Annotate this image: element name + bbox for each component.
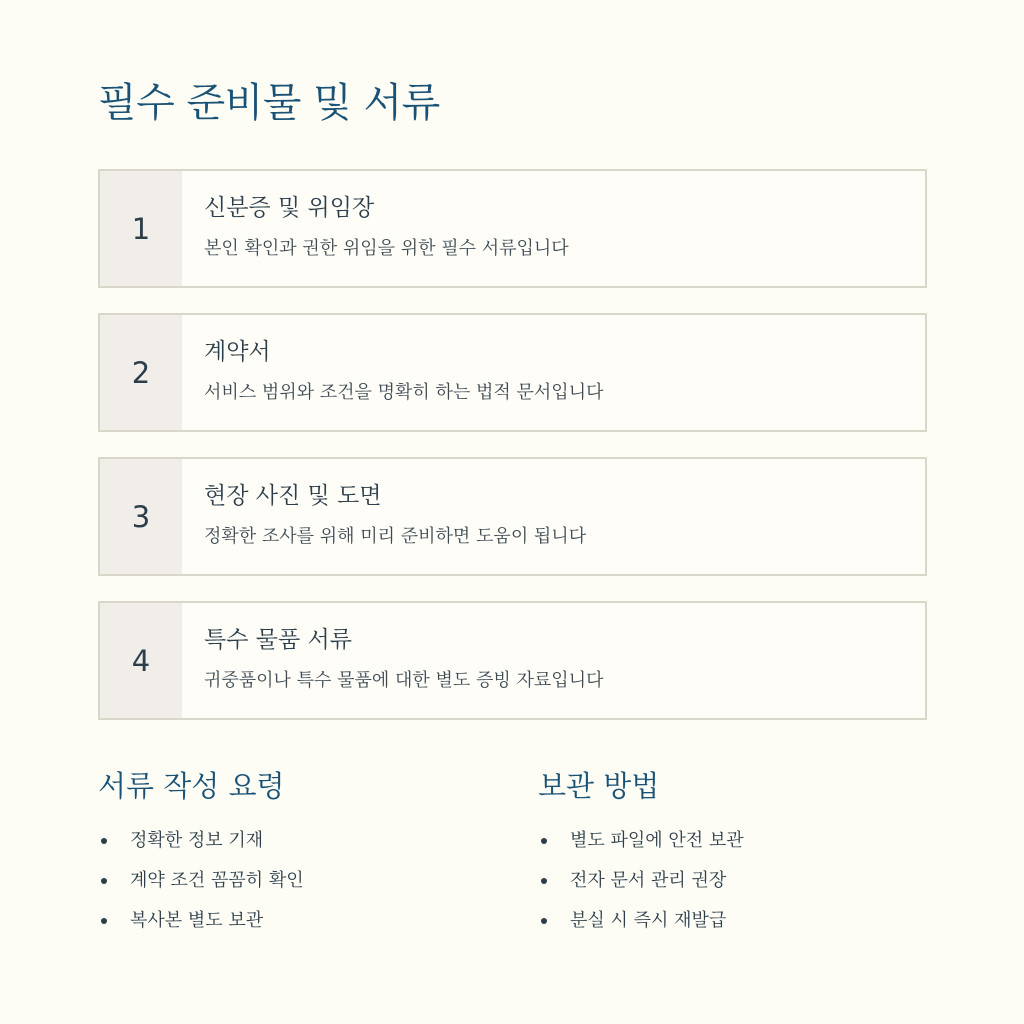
bullet-item [98, 868, 304, 894]
bullet-list [98, 828, 304, 934]
bullet-text: 전자 문서 관리 권장 [570, 870, 727, 891]
section-title: 서류 작성 요령 [98, 769, 285, 803]
item-number: 3 [100, 459, 182, 574]
bullet-list [538, 828, 744, 934]
bullet-text: 복사본 별도 보관 [130, 910, 264, 931]
bullet-icon [541, 918, 547, 924]
list-item [98, 169, 927, 288]
bullet-text: 분실 시 즉시 재발급 [570, 910, 727, 931]
item-body [182, 603, 603, 718]
item-title: 특수 물품 서류 [204, 627, 352, 653]
bullet-item [538, 868, 744, 894]
item-description: 정확한 조사를 위해 미리 준비하면 도움이 됩니다 [204, 526, 587, 547]
item-number: 1 [100, 171, 182, 286]
bullet-item [538, 828, 744, 854]
item-title: 계약서 [204, 339, 271, 365]
item-body [182, 315, 603, 430]
item-body [182, 171, 569, 286]
bullet-text: 계약 조건 꼼꼼히 확인 [130, 870, 304, 891]
writing-tips-section [98, 766, 304, 948]
item-title: 신분증 및 위임장 [204, 195, 375, 221]
list-item [98, 601, 927, 720]
item-title: 현장 사진 및 도면 [204, 483, 382, 509]
section-title: 보관 방법 [538, 769, 660, 803]
bullet-icon [101, 918, 107, 924]
storage-section [538, 766, 744, 948]
bullet-icon [541, 838, 547, 844]
item-number: 2 [100, 315, 182, 430]
item-body [182, 459, 586, 574]
document-list [98, 169, 927, 745]
list-item [98, 313, 927, 432]
item-number: 4 [100, 603, 182, 718]
bullet-item [98, 828, 304, 854]
item-description: 본인 확인과 권한 위임을 위한 필수 서류입니다 [204, 238, 569, 259]
item-description: 귀중품이나 특수 물품에 대한 별도 증빙 자료입니다 [204, 670, 604, 691]
page-title: 필수 준비물 및 서류 [98, 80, 440, 126]
bullet-text: 정확한 정보 기재 [130, 830, 264, 851]
list-item [98, 457, 927, 576]
bullet-icon [101, 838, 107, 844]
bullet-item [538, 908, 744, 934]
item-description: 서비스 범위와 조건을 명확히 하는 법적 문서입니다 [204, 382, 604, 403]
bullet-item [98, 908, 304, 934]
bullet-icon [101, 878, 107, 884]
bullet-text: 별도 파일에 안전 보관 [570, 830, 744, 851]
bullet-icon [541, 878, 547, 884]
